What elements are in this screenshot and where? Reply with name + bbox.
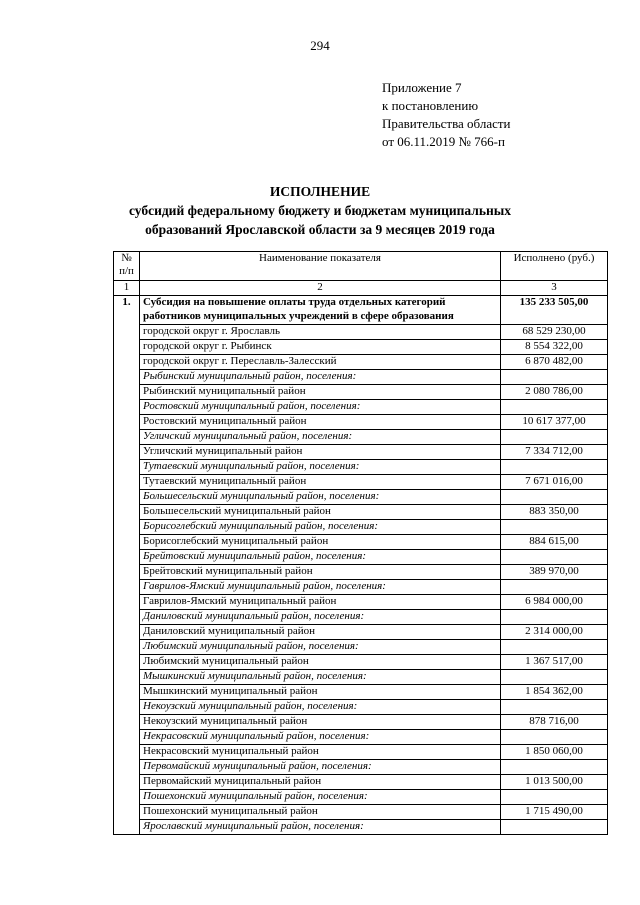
row-label: городской округ г. Переславль-Залесский xyxy=(140,355,501,370)
row-label: Любимский муниципальный район, поселения: xyxy=(140,640,501,655)
page-number: 294 xyxy=(310,38,330,53)
table-row xyxy=(114,325,608,340)
row-label: Борисоглебский муниципальный район, поселения: xyxy=(140,520,501,535)
row-value: 884 615,00 xyxy=(501,535,608,550)
header-number: № п/п xyxy=(114,252,140,281)
table-row xyxy=(114,580,608,595)
row-value: 1 013 500,00 xyxy=(501,775,608,790)
row-value xyxy=(501,460,608,475)
row-value xyxy=(501,700,608,715)
title-line-3: образований Ярославской области за 9 месяцев 2019 года xyxy=(145,222,495,237)
table-row xyxy=(114,505,608,520)
table-row xyxy=(114,730,608,745)
row-value xyxy=(501,610,608,625)
row-value: 7 671 016,00 xyxy=(501,475,608,490)
title-line-2: субсидий федеральному бюджету и бюджетам муниципальных xyxy=(128,203,512,218)
row-label: Угличский муниципальный район xyxy=(140,445,501,460)
table-row xyxy=(114,385,608,400)
row-label: городской округ г. Рыбинск xyxy=(140,340,501,355)
table-row xyxy=(114,670,608,685)
row-value: 1 715 490,00 xyxy=(501,805,608,820)
row-value: 389 970,00 xyxy=(501,565,608,580)
row-value xyxy=(501,520,608,535)
row-label: Большесельский муниципальный район, поселения: xyxy=(140,490,501,505)
appendix-line-3: Правительства области xyxy=(382,116,511,131)
row-value xyxy=(501,790,608,805)
main-row-number: 1. xyxy=(114,296,140,835)
table-row xyxy=(114,340,608,355)
table-row xyxy=(114,775,608,790)
table-row xyxy=(114,760,608,775)
table-row xyxy=(114,685,608,700)
row-value: 2 080 786,00 xyxy=(501,385,608,400)
row-value: 8 554 322,00 xyxy=(501,340,608,355)
appendix-line-4: от 06.11.2019 № 766-п xyxy=(382,134,505,149)
row-label: Некрасовский муниципальный район xyxy=(140,745,501,760)
row-value xyxy=(501,730,608,745)
row-value: 2 314 000,00 xyxy=(501,625,608,640)
row-label: Ярославский муниципальный район, поселения: xyxy=(140,820,501,835)
row-value xyxy=(501,400,608,415)
row-label: Тутаевский муниципальный район, поселения: xyxy=(140,460,501,475)
row-label: Даниловский муниципальный район, поселения: xyxy=(140,610,501,625)
table-row xyxy=(114,535,608,550)
table-row xyxy=(114,460,608,475)
appendix-line-1: Приложение 7 xyxy=(382,80,462,95)
row-value xyxy=(501,670,608,685)
table-row xyxy=(114,805,608,820)
subsidy-table xyxy=(113,251,608,835)
table-row xyxy=(114,610,608,625)
row-label: Пошехонский муниципальный район, поселения: xyxy=(140,790,501,805)
row-value xyxy=(501,640,608,655)
row-label: Некоузский муниципальный район xyxy=(140,715,501,730)
document-title xyxy=(0,182,640,239)
table-row xyxy=(114,715,608,730)
row-label: Большесельский муниципальный район xyxy=(140,505,501,520)
main-row-value: 135 233 505,00 xyxy=(501,296,608,325)
table-row xyxy=(114,640,608,655)
row-value xyxy=(501,760,608,775)
row-label: Брейтовский муниципальный район xyxy=(140,565,501,580)
row-value: 883 350,00 xyxy=(501,505,608,520)
main-subsidy-row xyxy=(114,296,608,325)
table-row xyxy=(114,400,608,415)
row-label: Ростовский муниципальный район, поселения: xyxy=(140,400,501,415)
row-label: Рыбинский муниципальный район, поселения: xyxy=(140,370,501,385)
main-row-name: Субсидия на повышение оплаты труда отдельных категорий работников муниципальных учреждений в сфере образования xyxy=(140,296,501,325)
row-label: Гаврилов-Ямский муниципальный район, поселения: xyxy=(140,580,501,595)
row-value: 6 870 482,00 xyxy=(501,355,608,370)
row-value: 878 716,00 xyxy=(501,715,608,730)
header-name: Наименование показателя xyxy=(140,252,501,281)
row-label: Брейтовский муниципальный район, поселения: xyxy=(140,550,501,565)
row-value xyxy=(501,490,608,505)
table-row xyxy=(114,355,608,370)
row-value: 10 617 377,00 xyxy=(501,415,608,430)
index-col-1: 1 xyxy=(114,281,140,296)
row-label: Ростовский муниципальный район xyxy=(140,415,501,430)
table-row xyxy=(114,520,608,535)
table-row xyxy=(114,430,608,445)
row-label: Мышкинский муниципальный район, поселения: xyxy=(140,670,501,685)
row-value xyxy=(501,580,608,595)
appendix-block xyxy=(382,79,511,151)
row-label: Рыбинский муниципальный район xyxy=(140,385,501,400)
table-header-row xyxy=(114,252,608,281)
table-row xyxy=(114,745,608,760)
table-row xyxy=(114,370,608,385)
row-label: Гаврилов-Ямский муниципальный район xyxy=(140,595,501,610)
row-value xyxy=(501,820,608,835)
row-value: 6 984 000,00 xyxy=(501,595,608,610)
row-label: Даниловский муниципальный район xyxy=(140,625,501,640)
header-value: Исполнено (руб.) xyxy=(501,252,608,281)
table-row xyxy=(114,550,608,565)
row-label: Первомайский муниципальный район, поселения: xyxy=(140,760,501,775)
table-row xyxy=(114,820,608,835)
title-line-1: ИСПОЛНЕНИЕ xyxy=(269,184,371,199)
table-row xyxy=(114,475,608,490)
table-row xyxy=(114,415,608,430)
index-col-3: 3 xyxy=(501,281,608,296)
table-row xyxy=(114,445,608,460)
row-label: городской округ г. Ярославль xyxy=(140,325,501,340)
row-label: Угличский муниципальный район, поселения: xyxy=(140,430,501,445)
row-label: Борисоглебский муниципальный район xyxy=(140,535,501,550)
row-label: Некоузский муниципальный район, поселения: xyxy=(140,700,501,715)
row-label: Некрасовский муниципальный район, поселения: xyxy=(140,730,501,745)
row-value: 68 529 230,00 xyxy=(501,325,608,340)
row-label: Первомайский муниципальный район xyxy=(140,775,501,790)
row-value xyxy=(501,430,608,445)
table-row xyxy=(114,565,608,580)
table-row xyxy=(114,700,608,715)
appendix-line-2: к постановлению xyxy=(382,98,479,113)
row-value xyxy=(501,370,608,385)
row-value: 1 850 060,00 xyxy=(501,745,608,760)
table-row xyxy=(114,790,608,805)
row-label: Любимский муниципальный район xyxy=(140,655,501,670)
row-label: Пошехонский муниципальный район xyxy=(140,805,501,820)
table-index-row xyxy=(114,281,608,296)
row-value: 1 854 362,00 xyxy=(501,685,608,700)
row-label: Тутаевский муниципальный район xyxy=(140,475,501,490)
table-row xyxy=(114,655,608,670)
row-value: 7 334 712,00 xyxy=(501,445,608,460)
table-row xyxy=(114,595,608,610)
row-label: Мышкинский муниципальный район xyxy=(140,685,501,700)
table-row xyxy=(114,625,608,640)
row-value xyxy=(501,550,608,565)
index-col-2: 2 xyxy=(140,281,501,296)
table-row xyxy=(114,490,608,505)
row-value: 1 367 517,00 xyxy=(501,655,608,670)
